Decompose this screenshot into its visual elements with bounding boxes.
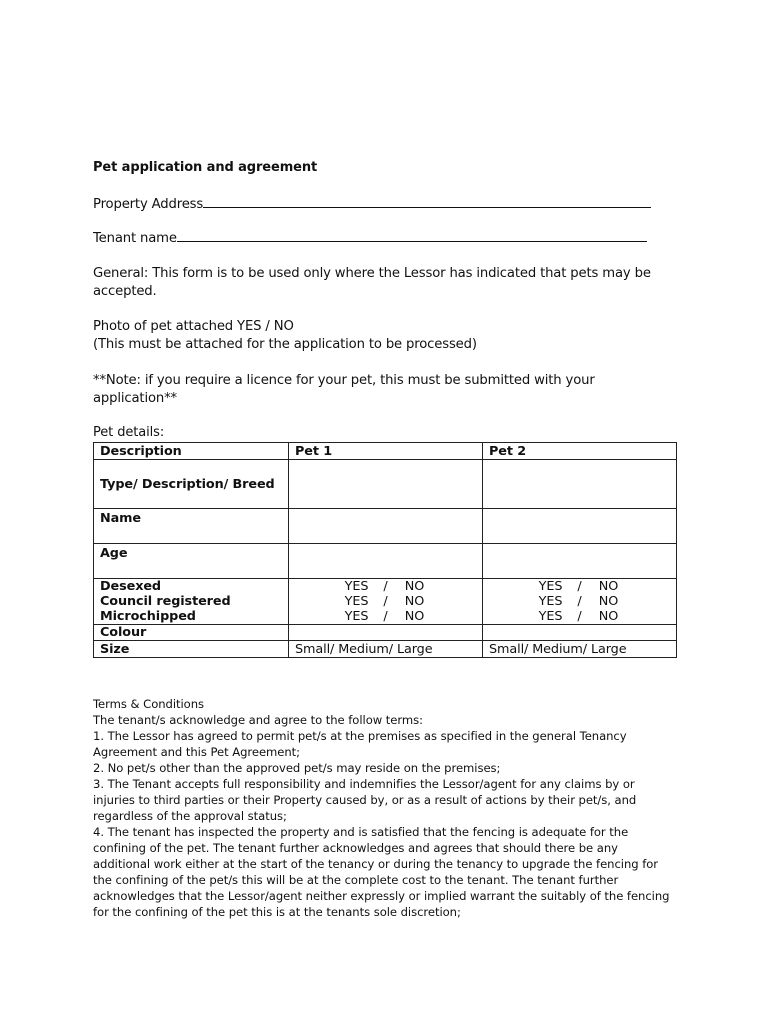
row-label-microchipped: Microchipped (94, 609, 289, 625)
pet2-type-cell[interactable] (483, 460, 677, 509)
pet2-size-choice[interactable]: Small/ Medium/ Large (483, 641, 677, 658)
terms-item: 1. The Lessor has agreed to permit pet/s at the premises as specified in the general Tenancy Agreement and this Pet Agreement; (93, 729, 627, 759)
terms-item: 2. No pet/s other than the approved pet/s may reside on the premises; (93, 761, 501, 775)
pet1-council-choice[interactable]: YES / NO (289, 594, 483, 609)
terms-item: 3. The Tenant accepts full responsibility and indemnifies the Lessor/agent for any claims by or injuries to third parties or their Property caused by, or as a result of actions by their pet/s, and regardless of the approval status; (93, 777, 637, 823)
pet1-name-cell[interactable] (289, 509, 483, 544)
row-label-age: Age (94, 544, 289, 579)
tenant-name-field[interactable] (177, 230, 647, 242)
row-label-council: Council registered (94, 594, 289, 609)
pet-details-table (93, 442, 677, 658)
row-label-colour: Colour (94, 625, 289, 641)
pet1-desexed-choice[interactable]: YES / NO (289, 579, 483, 595)
header-description: Description (94, 443, 289, 460)
photo-line-2: (This must be attached for the application to be processed) (93, 337, 477, 352)
header-pet2: Pet 2 (483, 443, 677, 460)
header-pet1: Pet 1 (289, 443, 483, 460)
property-address-line (93, 196, 651, 212)
terms-intro: The tenant/s acknowledge and agree to the follow terms: (93, 713, 423, 727)
page-title: Pet application and agreement (93, 160, 318, 175)
pet2-name-cell[interactable] (483, 509, 677, 544)
pet1-size-choice[interactable]: Small/ Medium/ Large (289, 641, 483, 658)
row-label-desexed: Desexed (94, 579, 289, 595)
pet-details-label: Pet details: (93, 425, 165, 440)
tenant-name-label: Tenant name (93, 231, 177, 246)
terms-section (93, 696, 675, 920)
pet2-desexed-choice[interactable]: YES / NO (483, 579, 677, 595)
pet1-colour-cell[interactable] (289, 625, 483, 641)
pet1-age-cell[interactable] (289, 544, 483, 579)
row-label-type: Type/ Description/ Breed (94, 460, 289, 509)
photo-section (93, 318, 668, 354)
property-address-label: Property Address (93, 197, 204, 212)
terms-heading: Terms & Conditions (93, 697, 205, 711)
row-label-size: Size (94, 641, 289, 658)
pet1-type-cell[interactable] (289, 460, 483, 509)
pet2-colour-cell[interactable] (483, 625, 677, 641)
tenant-name-line (93, 230, 647, 246)
pet2-micro-choice[interactable]: YES / NO (483, 609, 677, 625)
general-text: General: This form is to be used only where the Lessor has indicated that pets may be accepted. (93, 266, 651, 299)
photo-line-1: Photo of pet attached YES / NO (93, 319, 294, 334)
property-address-field[interactable] (203, 196, 651, 208)
pet2-age-cell[interactable] (483, 544, 677, 579)
pet1-micro-choice[interactable]: YES / NO (289, 609, 483, 625)
pet2-council-choice[interactable]: YES / NO (483, 594, 677, 609)
licence-note: **Note: if you require a licence for your pet, this must be submitted with your application** (93, 373, 595, 406)
terms-item: 4. The tenant has inspected the property and is satisfied that the fencing is adequate for the confining of the pet. The tenant further acknowledges and agrees that should there be any additional work either at the start of the tenancy or during the tenancy to upgrade the fencing for the confining of the pet/s this will be at the complete cost to the tenant. The tenant further acknowledges that the Lessor/agent neither expressly or implied warrant the suitably of the fencing for the confining of the pet this is at the tenants sole discretion; (93, 825, 670, 919)
row-label-name: Name (94, 509, 289, 544)
